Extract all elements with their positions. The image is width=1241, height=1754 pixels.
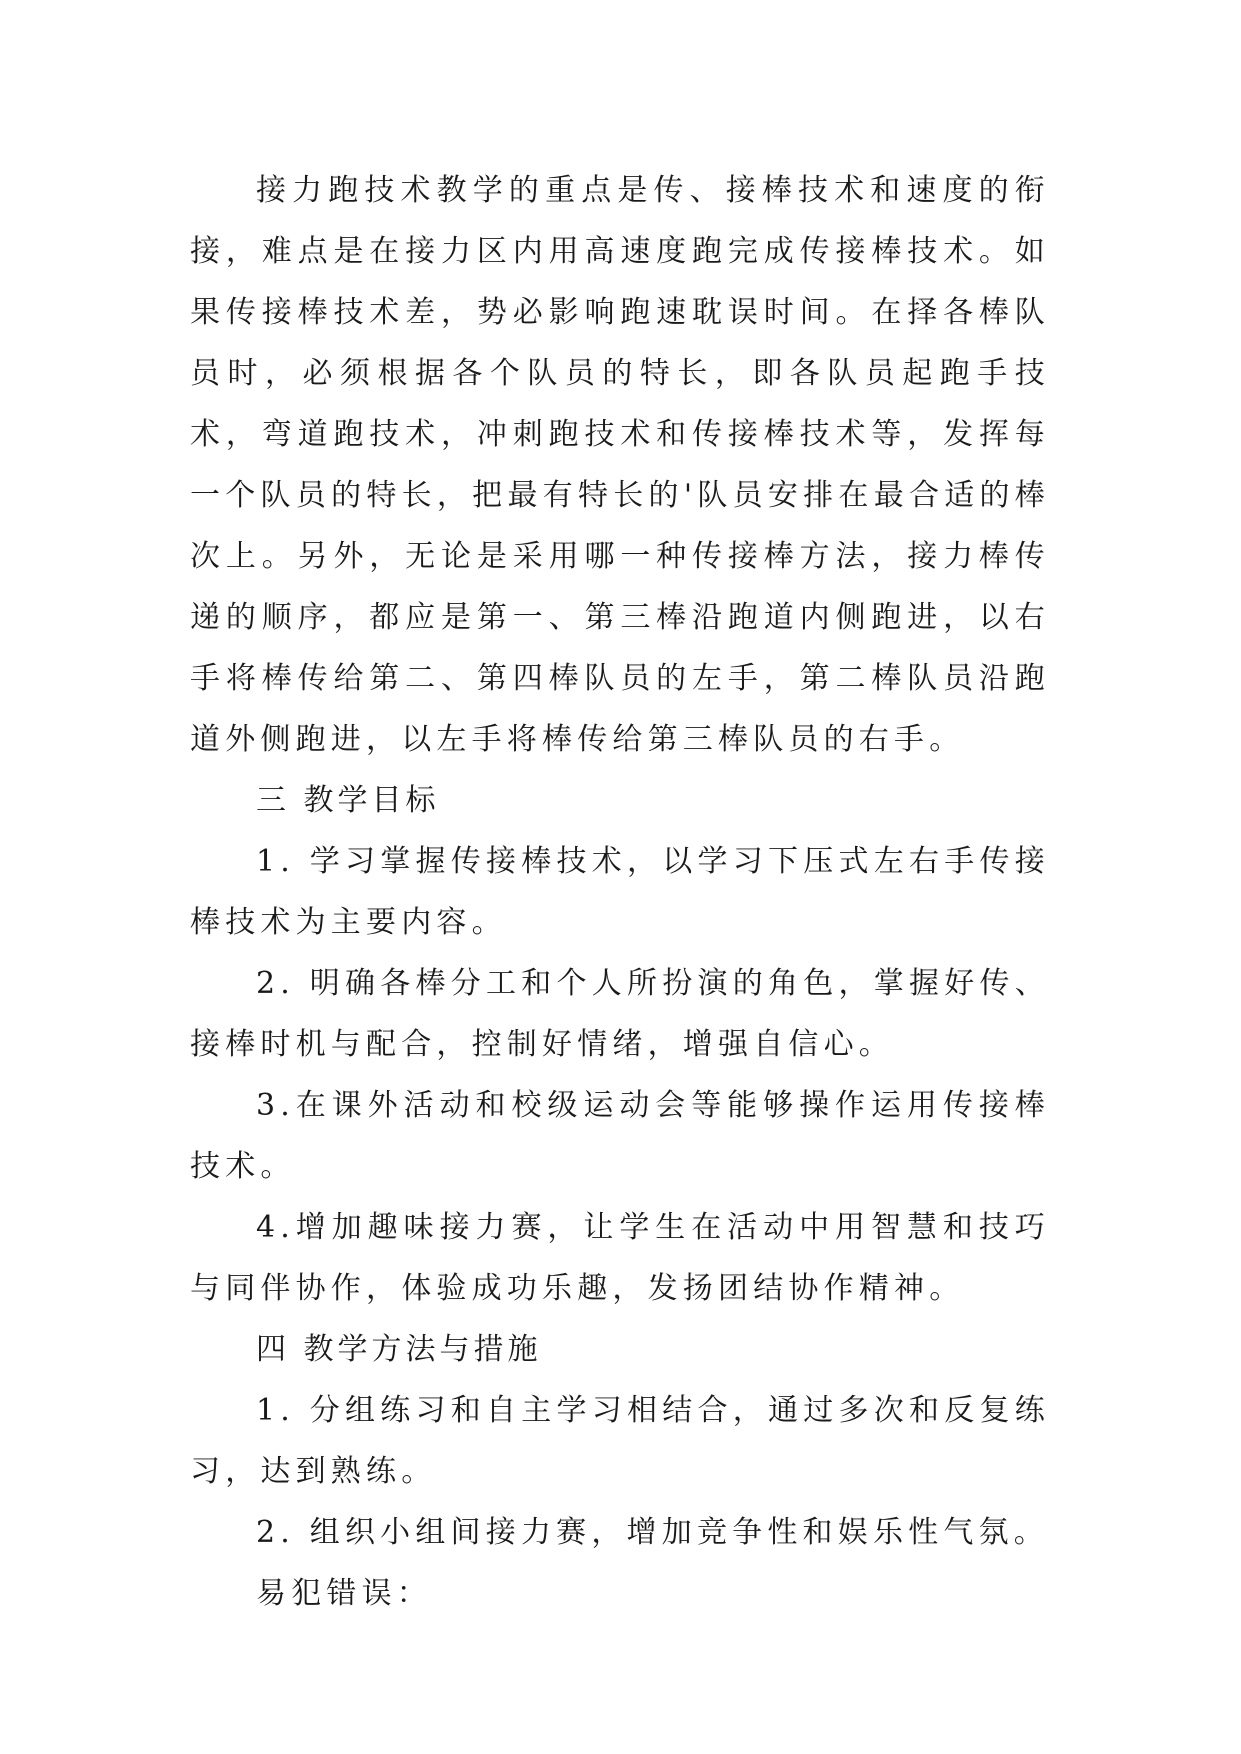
goal-item-2: 2. 明确各棒分工和个人所扮演的角色，掌握好传、接棒时机与配合，控制好情绪，增强自信心。 (190, 966, 1050, 1062)
method-item-2: 2. 组织小组间接力赛，增加竞争性和娱乐性气氛。 (256, 1515, 1049, 1550)
method-item-1: 1. 分组练习和自主学习相结合，通过多次和反复练习，达到熟练。 (190, 1393, 1050, 1489)
common-mistakes-label: 易犯错误： (256, 1576, 432, 1611)
section-heading-methods: 四 教学方法与措施 (256, 1332, 542, 1367)
section-heading-teaching-goals: 三 教学目标 (256, 783, 440, 818)
goal-item-3: 3.在课外活动和校级运动会等能够操作运用传接棒技术。 (190, 1088, 1050, 1184)
document-body (190, 160, 1050, 1624)
goal-item-4: 4.增加趣味接力赛，让学生在活动中用智慧和技巧与同伴协作，体验成功乐趣，发扬团结协作精神。 (190, 1210, 1050, 1306)
paragraph-relay-key-points: 接力跑技术教学的重点是传、接棒技术和速度的衔接，难点是在接力区内用高速度跑完成传接棒技术。如果传接棒技术差，势必影响跑速耽误时间。在择各棒队员时，必须根据各个队员的特长，即各队员起跑手技术，弯道跑技术，冲刺跑技术和传接棒技术等，发挥每一个队员的特长，把最有特长的'队员安排在最合适的棒次上。另外，无论是采用哪一种传接棒方法，接力棒传递的顺序，都应是第一、第三棒沿跑道内侧跑进，以右手将棒传给第二、第四棒队员的左手，第二棒队员沿跑道外侧跑进，以左手将棒传给第三棒队员的右手。 (190, 173, 1050, 757)
goal-item-1: 1. 学习掌握传接棒技术，以学习下压式左右手传接棒技术为主要内容。 (190, 844, 1050, 940)
